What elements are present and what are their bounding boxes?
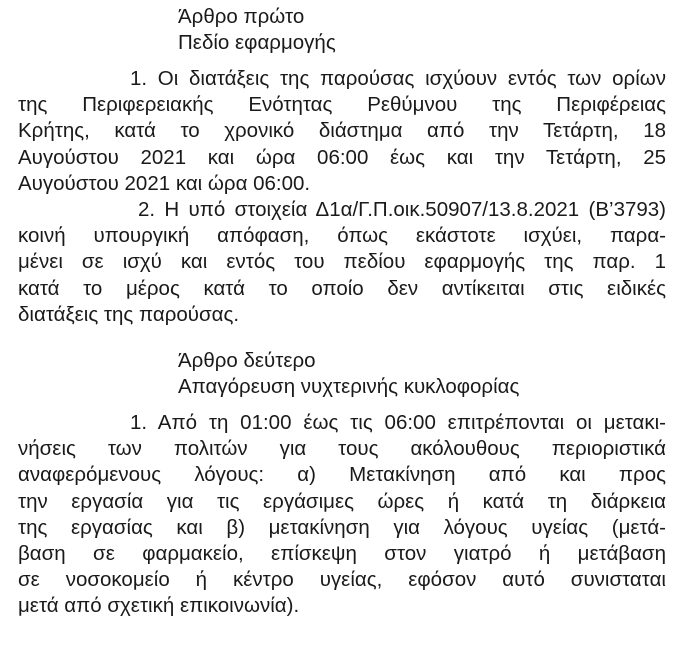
text-line: 1. Από τη 01:00 έως τις 06:00 επιτρέπονται οι μετακι- — [130, 411, 666, 435]
text-line: νήσεις των πολιτών για τους ακόλουθους περιοριστικά — [18, 437, 666, 461]
section-gap — [18, 328, 666, 348]
text-line: βαση σε φαρμακείο, επίσκεψη στον γιατρό ή μετάβαση — [18, 542, 666, 566]
text-line: Κρήτης, κατά το χρονικό διάστημα από την Τετάρτη, 18 — [18, 119, 666, 143]
article-2-paragraph-1 — [18, 410, 666, 620]
article-1-subtitle: Πεδίο εφαρμογής — [178, 31, 336, 54]
article-1-title: Άρθρο πρώτο — [178, 5, 305, 28]
text-line: της εργασίας και β) μετακίνηση για λόγους υγείας (μετά- — [18, 515, 666, 539]
article-1-paragraph-2 — [18, 197, 666, 328]
text-line: αναφερόμενους λόγους: α) Μετακίνηση από και προς — [18, 463, 666, 487]
text-line: μένει σε ισχύ και εντός του πεδίου εφαρμογής της παρ. 1 — [18, 250, 666, 274]
text-line: σε νοσοκομείο ή κέντρο υγείας, εφόσον αυτό συνισταται — [18, 568, 666, 592]
text-line: την εργασία για τις εργάσιμες ώρες ή κατά τη διάρκεια — [18, 489, 666, 513]
text-line: της Περιφερειακής Ενότητας Ρεθύμνου της Περιφέρειας — [18, 93, 666, 117]
text-line: 2. Η υπό στοιχεία Δ1α/Γ.Π.οικ.50907/13.8.2021 (Β’3793) — [138, 198, 666, 222]
article-1-paragraph-1 — [18, 66, 666, 197]
text-line: διατάξεις της παρούσας. — [18, 302, 240, 326]
article-2-subtitle: Απαγόρευση νυχτερινής κυκλοφορίας — [178, 375, 520, 399]
text-line: μετά από σχετική επικοινωνία). — [18, 594, 300, 618]
text-line: Αυγούστου 2021 και ώρα 06:00. — [18, 171, 311, 195]
text-line: 1. Οι διατάξεις της παρούσας ισχύουν εντός των ορίων — [130, 67, 666, 90]
text-line: Αυγούστου 2021 και ώρα 06:00 έως και την Τετάρτη, 25 — [18, 145, 666, 169]
text-line: κοινή υπουργική απόφαση, όπως εκάστοτε ισχύει, παρα- — [18, 224, 666, 248]
text-line: κατά το μέρος κατά το οποίο δεν αντίκειται στις ειδικές — [18, 276, 666, 300]
article-2-title: Άρθρο δεύτερο — [178, 349, 316, 373]
